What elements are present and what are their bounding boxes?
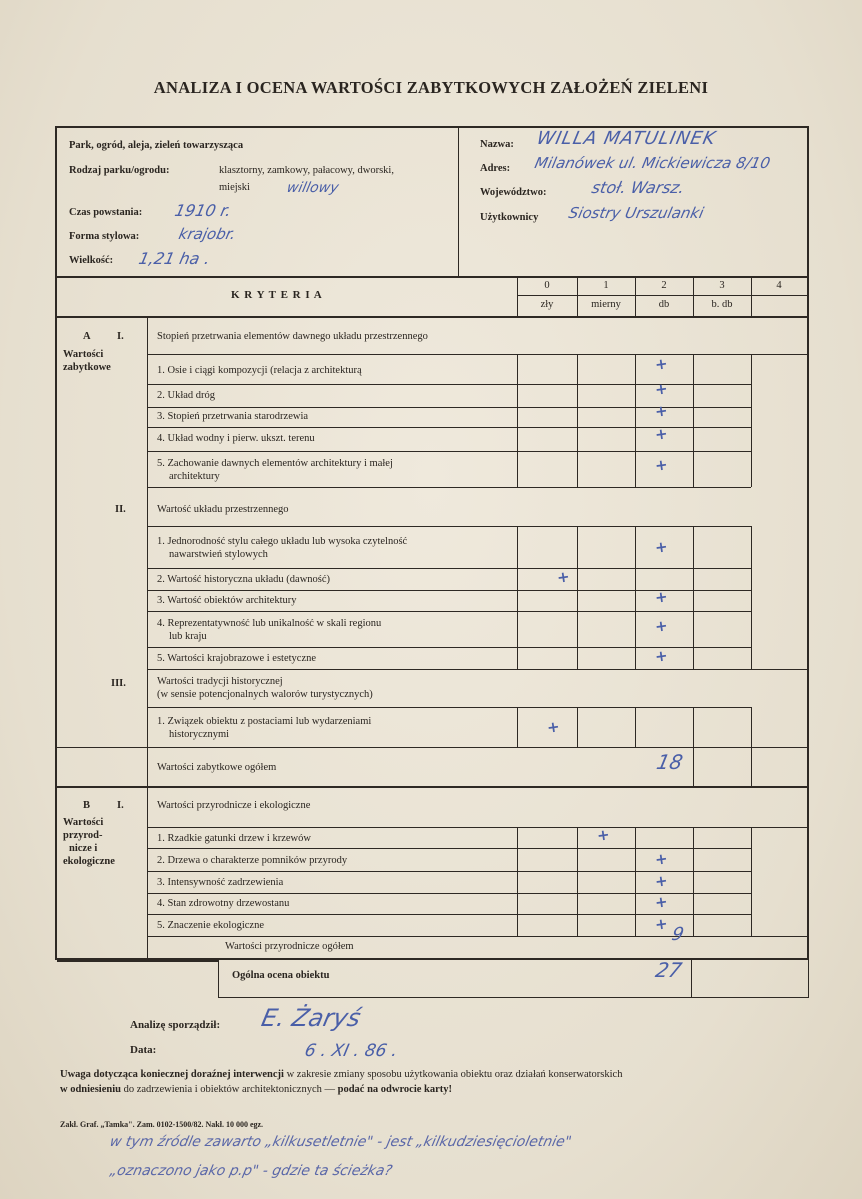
- section-a-roman-1: I.: [117, 331, 124, 342]
- group1-item-2: 2. Układ dróg: [157, 390, 216, 401]
- section-a-letter: A: [83, 331, 91, 342]
- handwritten-note-1: w tym źródle zawarto „kilkusetletnie" - jest „kilkudziesięcioletnie": [108, 1134, 573, 1150]
- b-group-title: Wartości przyrodnicze i ekologiczne: [157, 800, 311, 811]
- mark-a2-2: +: [555, 567, 571, 587]
- park-kind-options: klasztorny, zamkowy, pałacowy, dworski,: [219, 165, 394, 176]
- grid-line: [577, 526, 578, 669]
- grid-line: [635, 707, 636, 747]
- group2-item-5: 5. Wartości krajobrazowe i estetyczne: [157, 653, 317, 664]
- group2-item-4b: lub kraju: [169, 631, 207, 642]
- overall-label: Ogólna ocena obiektu: [232, 970, 330, 981]
- mark-b-2: +: [653, 849, 669, 869]
- name-label: Nazwa:: [480, 139, 514, 150]
- note-line2-bold: w odniesieniu: [60, 1084, 121, 1095]
- row-line: [147, 611, 751, 612]
- section-b-divider: [147, 786, 148, 960]
- criteria-label: K R Y T E R I A: [231, 289, 323, 301]
- group1-title: Stopień przetrwania elementów dawnego układu przestrzennego: [157, 331, 428, 342]
- group1-item-5: 5. Zachowanie dawnych elementów architektury i małej: [157, 458, 393, 469]
- voivodeship-handwritten: stoł. Warsz.: [589, 178, 687, 197]
- size-label: Wielkość:: [69, 255, 114, 266]
- note-rest: w zakresie zmiany sposobu użytkowania obiektu oraz działań konserwatorskich: [283, 1069, 623, 1080]
- grid-line: [693, 707, 694, 786]
- group1-item-5b: architektury: [169, 471, 220, 482]
- grid-line: [218, 958, 219, 998]
- note-bold: Uwaga dotycząca koniecznej doraźnej interwencji: [60, 1069, 284, 1080]
- group1-item-4: 4. Układ wodny i pierw. ukszt. terenu: [157, 433, 315, 444]
- b-item-4: 4. Stan zdrowotny drzewostanu: [157, 898, 290, 909]
- form-frame: [55, 126, 809, 960]
- date-handwritten: 6 . XI . 86 .: [302, 1041, 400, 1061]
- prepared-signature: E. Żaryś: [259, 1004, 364, 1032]
- size-handwritten: 1,21 ha .: [136, 249, 212, 268]
- grid-line: [693, 827, 694, 936]
- group3-title-1: Wartości tradycji historycznej: [157, 676, 283, 687]
- grid-line: [751, 354, 752, 487]
- section-a-bottom-line: [57, 786, 807, 788]
- users-label: Użytkownicy: [480, 212, 539, 223]
- address-handwritten: Milanówek ul. Mickiewicza 8/10: [533, 154, 772, 172]
- grid-line: [577, 827, 578, 936]
- printer-info: Zakł. Graf. „Tamka". Zam. 0102-1500/82. Nakł. 10 000 egz.: [60, 1120, 264, 1129]
- grid-line: [691, 958, 692, 998]
- grid-line: [635, 526, 636, 669]
- score-1-num: 1: [603, 280, 609, 291]
- section-a-name-2: zabytkowe: [63, 362, 111, 373]
- grid-line: [517, 526, 518, 669]
- users-handwritten: Siostry Urszulanki: [567, 204, 706, 222]
- col-line-2: [635, 276, 636, 316]
- note-line2-end: podać na odwrocie karty!: [337, 1084, 453, 1095]
- mark-a1-5: +: [653, 455, 669, 475]
- group2-item-2: 2. Wartość historyczna układu (dawność): [157, 574, 331, 585]
- section-b-bottom-line: [57, 960, 219, 962]
- row-line: [147, 526, 751, 527]
- style-form-label: Forma stylowa:: [69, 231, 140, 242]
- col-line-4: [751, 276, 752, 316]
- mark-a2-4: +: [653, 616, 669, 636]
- group2-item-1b: nawarstwień stylowych: [169, 549, 268, 560]
- group1-item-1: 1. Osie i ciągi kompozycji (relacja z architekturą: [157, 365, 362, 376]
- park-kind-label: Rodzaj parku/ogrodu:: [69, 165, 170, 176]
- row-line: [147, 669, 807, 670]
- mark-a2-1: +: [653, 537, 669, 557]
- note-line-1: [60, 1069, 820, 1080]
- b-item-2: 2. Drzewa o charakterze pomników przyrody: [157, 855, 348, 866]
- grid-line: [517, 354, 518, 487]
- criteria-bottom-line: [57, 316, 807, 318]
- grid-line: [635, 354, 636, 487]
- grid-line: [693, 354, 694, 487]
- grid-line: [751, 707, 752, 786]
- row-line: [147, 568, 751, 569]
- mark-a3-1: +: [545, 717, 561, 737]
- row-line: [147, 827, 807, 828]
- score-header-divider: [517, 295, 807, 296]
- address-label: Adres:: [480, 163, 511, 174]
- b-item-1: 1. Rzadkie gatunki drzew i krzewów: [157, 833, 311, 844]
- creation-time-handwritten: 1910 r.: [172, 201, 234, 220]
- group2-item-4: 4. Reprezentatywność lub unikalność w skali regionu: [157, 618, 382, 629]
- header-divider: [458, 128, 459, 276]
- grid-line: [635, 827, 636, 936]
- group1-item-3: 3. Stopień przetrwania starodrzewia: [157, 411, 309, 422]
- grid-line: [751, 526, 752, 669]
- section-b-name-1: Wartości: [63, 817, 104, 828]
- section-b-name-2: przyrod-: [63, 830, 103, 841]
- section-a-divider: [147, 316, 148, 786]
- park-kind-handwritten: willowy: [285, 180, 341, 196]
- group2-item-3: 3. Wartość obiektów architektury: [157, 595, 297, 606]
- mark-b-4: +: [653, 892, 669, 912]
- section-b-name-4: ekologiczne: [63, 856, 115, 867]
- style-form-handwritten: krajobr.: [177, 225, 238, 243]
- grid-line: [517, 827, 518, 936]
- row-line: [147, 354, 807, 355]
- score-3-num: 3: [719, 280, 725, 291]
- mark-b-1: +: [595, 825, 611, 845]
- note-line2: do zadrzewienia i obiektów architektonicznych —: [120, 1084, 338, 1095]
- park-type-label: Park, ogród, aleja, zieleń towarzysząca: [69, 140, 244, 151]
- section-a-name-1: Wartości: [63, 349, 104, 360]
- b-total-handwritten: 9: [669, 924, 686, 945]
- b-total-label: Wartości przyrodnicze ogółem: [225, 941, 354, 952]
- score-0-num: 0: [544, 280, 550, 291]
- score-2-word: db: [658, 299, 670, 310]
- mark-a1-3: +: [653, 401, 669, 421]
- score-2-num: 2: [661, 280, 667, 291]
- a-total-label: Wartości zabytkowe ogółem: [157, 762, 277, 773]
- a-total-handwritten: 18: [654, 750, 686, 774]
- grid-line: [517, 707, 518, 747]
- mark-a2-5: +: [653, 646, 669, 666]
- name-handwritten: WILLA MATULINEK: [534, 128, 719, 149]
- grid-line: [577, 354, 578, 487]
- voivodeship-label: Województwo:: [480, 187, 547, 198]
- handwritten-note-2: „oznaczono jako p.p" - gdzie ta ścieżka?: [108, 1163, 394, 1179]
- section-a-roman-2: II.: [115, 504, 126, 515]
- group2-title: Wartość układu przestrzennego: [157, 504, 289, 515]
- creation-time-label: Czas powstania:: [69, 207, 143, 218]
- score-0-word: zły: [540, 299, 554, 310]
- group3-title-2: (w sensie potencjonalnych walorów turystycznych): [157, 689, 373, 700]
- group3-item-1: 1. Związek obiektu z postaciami lub wydarzeniami: [157, 716, 372, 727]
- row-line: [147, 707, 751, 708]
- park-kind-options-2: miejski: [219, 182, 250, 193]
- col-line-3: [693, 276, 694, 316]
- date-label: Data:: [130, 1044, 157, 1056]
- mark-b-3: +: [653, 871, 669, 891]
- note-line-2: [60, 1084, 820, 1095]
- mark-a1-4: +: [653, 424, 669, 444]
- mark-a2-3: +: [653, 587, 669, 607]
- row-line: [147, 936, 807, 937]
- b-item-3: 3. Intensywność zadrzewienia: [157, 877, 284, 888]
- section-b-name-3: nicze i: [69, 843, 98, 854]
- row-line: [57, 747, 807, 748]
- grid-line: [577, 707, 578, 747]
- grid-line: [693, 526, 694, 669]
- score-3-word: b. db: [711, 299, 733, 310]
- score-1-word: mierny: [591, 299, 621, 310]
- header-bottom-line: [57, 276, 807, 278]
- section-b-roman-1: I.: [117, 800, 124, 811]
- row-line: [147, 848, 751, 849]
- mark-a1-1: +: [653, 354, 669, 374]
- prepared-label: Analizę sporządził:: [130, 1019, 221, 1031]
- row-line: [147, 487, 751, 488]
- group3-item-1b: historycznymi: [169, 729, 230, 740]
- form-title: ANALIZA I OCENA WARTOŚCI ZABYTKOWYCH ZAŁOŻEŃ ZIELENI: [153, 78, 709, 97]
- col-line-0: [517, 276, 518, 316]
- score-4-num: 4: [776, 280, 782, 291]
- row-line: [147, 451, 751, 452]
- b-item-5: 5. Znaczenie ekologiczne: [157, 920, 264, 931]
- section-b-letter: B: [83, 800, 91, 811]
- section-a-roman-3: III.: [111, 678, 126, 689]
- grid-line: [751, 827, 752, 936]
- mark-a1-2: +: [653, 379, 669, 399]
- overall-handwritten: 27: [653, 958, 685, 982]
- col-line-1: [577, 276, 578, 316]
- group2-item-1: 1. Jednorodność stylu całego układu lub wysoka czytelność: [157, 536, 408, 547]
- mark-b-5: +: [653, 914, 669, 934]
